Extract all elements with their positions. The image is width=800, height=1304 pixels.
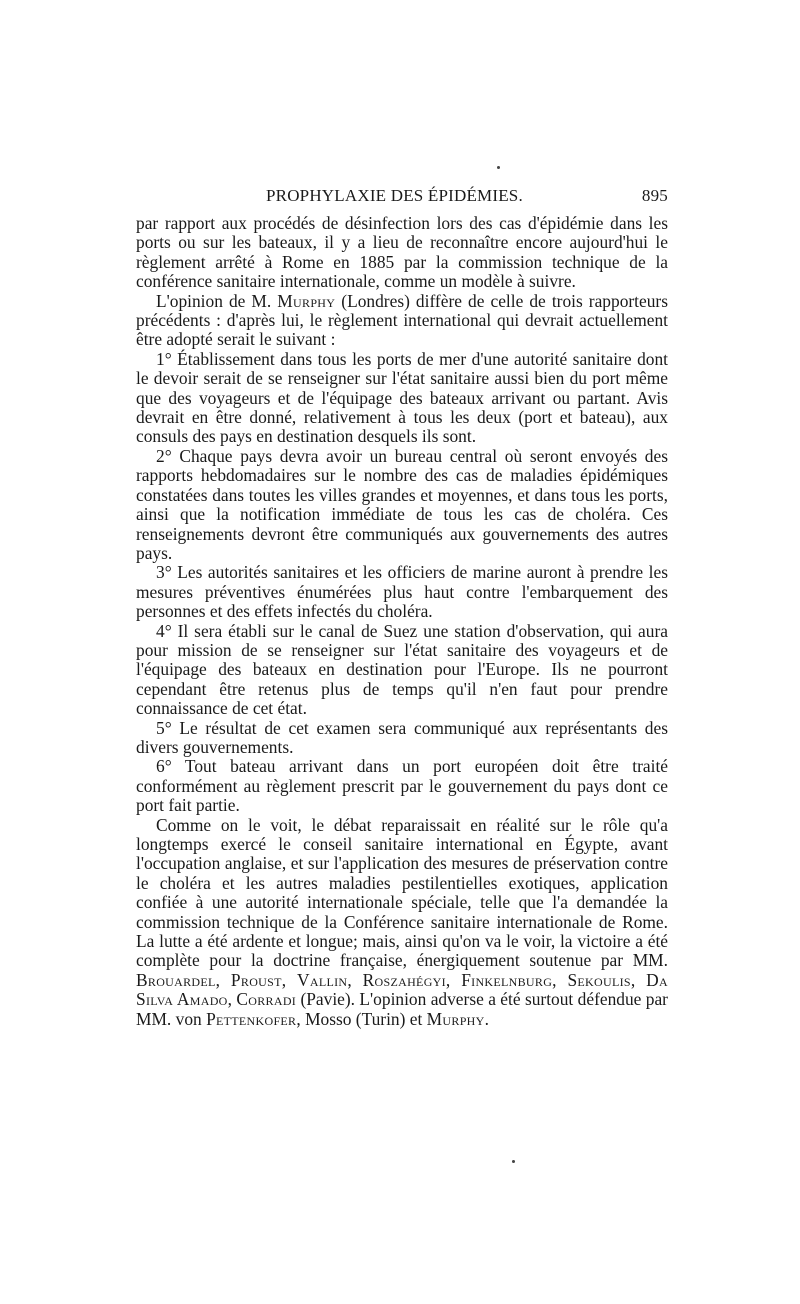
separator: , (445, 969, 462, 990)
text-fragment: (Pavie). L'opinion adverse a été surtout défendue par MM. von (136, 989, 668, 1029)
separator: , (227, 989, 237, 1010)
paragraph-disinfection: par rapport aux procédés de désinfection lors des cas d'épidémie dans les ports ou sur les bateaux, il y a lieu de reconnaître encore aujourd'hui le règlement arrêté à Rome en 1885 par la commission technique de la conférence sanitaire internationale, comme un modèle à suivre. (136, 213, 668, 292)
author-name: Corradi (236, 989, 297, 1010)
author-name: Vallin (297, 969, 348, 990)
page-number: 895 (641, 186, 668, 205)
text-fragment: (Londres) diffère de celle de trois rapporteurs précédents : d'après lui, le règlement international qui devrait actuellement être adopté serait le suivant : (136, 290, 668, 350)
author-name: Brouardel (136, 969, 216, 990)
separator: , (281, 969, 298, 990)
text-fragment: L'opinion de M. (156, 290, 278, 311)
page-header (136, 186, 668, 214)
print-speck-top (497, 166, 500, 169)
body-text (136, 214, 668, 1029)
author-name: Da Silva Amado (136, 969, 668, 1010)
print-speck-bottom (512, 1160, 515, 1163)
list-item-5: 5° Le résultat de cet examen sera communiqué aux représentants des divers gouvernements. (136, 717, 668, 757)
list-item-6: 6° Tout bateau arrivant dans un port européen doit être traité conformément au règlement prescrit par le gouvernement du pays dont ce port fait partie. (136, 756, 668, 816)
author-name: Murphy (426, 1008, 485, 1029)
paragraph-conclusion (136, 816, 668, 1029)
separator: , (215, 969, 231, 990)
list-item-3: 3° Les autorités sanitaires et les officiers de marine auront à prendre les mesures préventives énumérées plus haut contre l'embarquement des personnes et des effets infectés du choléra. (136, 562, 668, 622)
author-name: Proust (230, 969, 282, 990)
author-name: Pettenkofer (206, 1008, 297, 1029)
text-fragment: Comme on le voit, le débat reparaissait en réalité sur le rôle qu'a longtemps exercé le conseil sanitaire international en Égypte, avant l'occupation anglaise, et sur l'application des mesures de préservation contre le choléra et les autres maladies pestilentielles exotiques, application confiée à une autorité internationale spéciale, telle que l'a demandée la commission technique de la Conférence sanitaire internationale de Rome. La lutte a été ardente et longue; mais, ainsi qu'on va le voir, la victoire a été complète pour la doctrine française, énergiquement soutenue par MM. (136, 814, 668, 971)
author-name: Sekoulis (567, 969, 631, 990)
paragraph-murphy-opinion (136, 292, 668, 350)
list-item-2: 2° Chaque pays devra avoir un bureau central où seront envoyés des rapports hebdomadaires sur le nombre des cas de maladies épidémiques constatées dans toutes les villes grandes et moyennes, et dans tous les ports, ainsi que la notification immédiate de tous les cas de choléra. Ces renseignements devront être communiqués aux gouvernements des autres pays. (136, 445, 668, 563)
separator: , (552, 969, 568, 990)
separator: , (347, 969, 363, 990)
text-fragment: , Mosso (Turin) et (296, 1008, 427, 1029)
list-item-1: 1° Établissement dans tous les ports de mer d'une autorité sanitaire dont le devoir serait de se renseigner sur l'état sanitaire aussi bien du port même que des voyageurs et de l'équipage des bateaux arrivant ou partant. Avis devrait en être donné, relativement à tous les deux (port et bateau), aux consuls des pays en destination desquels ils sont. (136, 348, 668, 447)
running-title: PROPHYLAXIE DES ÉPIDÉMIES. (266, 186, 523, 205)
author-name: Finkelnburg (461, 969, 553, 990)
author-name-murphy: Murphy (277, 290, 336, 311)
separator: , (630, 969, 647, 990)
list-item-4: 4° Il sera établi sur le canal de Suez une station d'observation, qui aura pour mission de se renseigner sur l'état sanitaire des voyageurs et de l'équipage des bateaux en destination pour l'Europe. Ils ne pourront cependant être retenus plus de temps qu'il n'en faut pour prendre connaissance de cet état. (136, 620, 668, 719)
book-page (136, 186, 668, 1029)
text-fragment: . (484, 1008, 489, 1029)
author-name: Roszahégyi (362, 969, 446, 990)
